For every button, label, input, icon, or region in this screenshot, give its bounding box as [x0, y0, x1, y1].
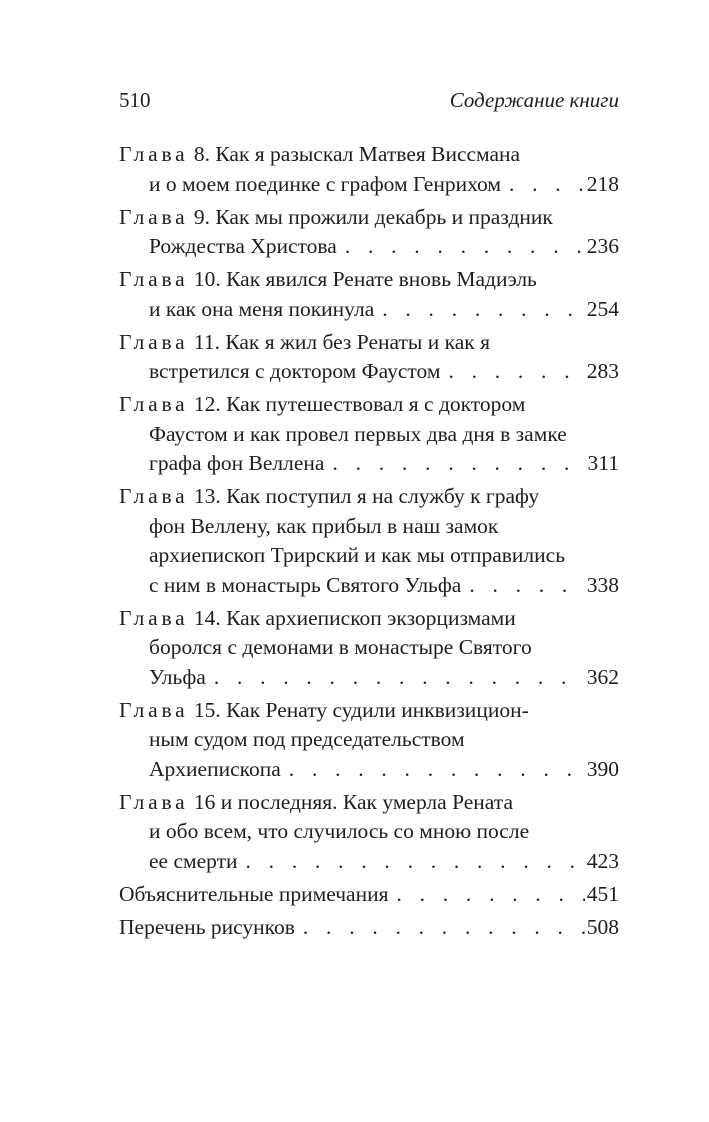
toc-entry-first-line [119, 604, 619, 634]
toc-entry-last-line [119, 571, 619, 601]
chapter-title-continuation: фон Веллену, как прибыл в наш замок [149, 513, 499, 538]
chapter-label: Глава [119, 605, 189, 630]
dot-leader [388, 880, 584, 910]
entry-title-last-line: и о моем поединке с графом Генрихом [149, 171, 501, 196]
entry-title-last-line: с ним в монастырь Святого Ульфа [149, 572, 462, 597]
toc-entry [119, 328, 619, 387]
dot-leader [281, 755, 585, 785]
chapter-title-first-line: 14. Как архиепископ экзорцизмами [193, 605, 516, 630]
chapter-title-first-line: 11. Как я жил без Ренаты и как я [193, 329, 490, 354]
chapter-label: Глава [119, 142, 189, 166]
toc-entry-last-line [119, 232, 619, 262]
toc-entry-first-line [119, 482, 619, 512]
chapter-title-first-line: 16 и последняя. Как умерла Рената [193, 789, 513, 814]
chapter-title-first-line: 10. Как явился Ренате вновь Мадиэль [193, 267, 537, 291]
chapter-title-first-line: 13. Как поступил я на службу к графу [193, 484, 540, 508]
entry-title-last-line: встретился с доктором Фаустом [149, 359, 441, 383]
toc-entry-first-line [119, 140, 619, 170]
toc-entry-first-line [119, 203, 619, 233]
entry-page-number: 236 [586, 234, 619, 258]
chapter-title-first-line: 9. Как мы прожили декабрь и праздник [193, 204, 553, 229]
dot-leader [501, 170, 585, 200]
toc-entry-last-line [119, 170, 619, 200]
entry-title-last-line: Рождества Христова [149, 234, 337, 258]
entry-page-number: 508 [586, 914, 619, 939]
entry-title-last-line: и как она меня покинула [149, 296, 375, 321]
dot-leader [295, 913, 585, 943]
chapter-label: Глава [119, 204, 189, 229]
entry-page-number: 218 [586, 171, 619, 196]
toc-entry-last-line [119, 295, 619, 325]
toc-entry-last-line [119, 663, 619, 693]
toc-entry-last-line [119, 357, 619, 387]
toc-entry-first-line [119, 265, 619, 295]
toc-entry [119, 913, 619, 943]
entry-title-last-line: графа фон Веллена [149, 451, 325, 475]
chapter-label: Глава [119, 789, 189, 814]
chapter-label: Глава [119, 697, 189, 722]
toc-entry-first-line [119, 788, 619, 818]
entry-title-last-line: Перечень рисунков [119, 914, 295, 939]
toc-entry [119, 203, 619, 262]
toc-entry-first-line [119, 390, 619, 420]
chapter-label: Глава [119, 484, 189, 508]
toc-entry [119, 788, 619, 877]
entry-title-last-line: Ульфа [149, 664, 206, 689]
entry-page-number: 338 [586, 572, 619, 597]
dot-leader [324, 449, 585, 479]
running-title: Содержание книги [449, 88, 619, 112]
entry-page-number: 311 [587, 451, 619, 475]
chapter-title-continuation: Фаустом и как провел первых два дня в замке [149, 421, 567, 446]
chapter-title-first-line: 12. Как путешествовал я с доктором [193, 392, 526, 416]
dot-leader [461, 571, 584, 601]
toc-entry [119, 390, 619, 479]
toc-entry-first-line [119, 696, 619, 726]
entry-page-number: 362 [586, 664, 619, 689]
entry-title-last-line: Архиепископа [149, 756, 281, 781]
table-of-contents [119, 140, 619, 946]
toc-entry-last-line [119, 847, 619, 877]
dot-leader [440, 357, 584, 387]
toc-entry-last-line [119, 755, 619, 785]
toc-entry [119, 696, 619, 785]
toc-entry [119, 265, 619, 324]
chapter-title-continuation: и обо всем, что случилось со мною после [149, 819, 530, 843]
entry-page-number: 451 [586, 881, 619, 906]
toc-entry [119, 140, 619, 199]
page-number: 510 [119, 88, 151, 112]
toc-entry-last-line [119, 449, 619, 479]
toc-entry [119, 880, 619, 910]
toc-entry-last-line [119, 880, 619, 910]
chapter-title-continuation: боролся с демонами в монастыре Святого [149, 635, 532, 659]
dot-leader [238, 847, 585, 877]
dot-leader [206, 663, 585, 693]
chapter-title-continuation: ным судом под председательством [149, 727, 465, 751]
dot-leader [374, 295, 585, 325]
entry-title-last-line: ее смерти [149, 848, 238, 873]
dot-leader [337, 232, 585, 262]
entry-page-number: 423 [586, 848, 619, 873]
entry-page-number: 254 [586, 296, 619, 321]
toc-entry [119, 482, 619, 600]
toc-entry [119, 604, 619, 693]
toc-entry-last-line [119, 913, 619, 943]
chapter-title-first-line: 15. Как Ренату судили инквизицион- [193, 697, 529, 722]
chapter-label: Глава [119, 267, 189, 291]
chapter-label: Глава [119, 329, 189, 354]
entry-title-last-line: Объяснительные примечания [119, 881, 389, 906]
entry-page-number: 283 [586, 359, 619, 383]
toc-entry-first-line [119, 328, 619, 358]
chapter-title-first-line: 8. Как я разыскал Матвея Виссмана [193, 142, 521, 166]
chapter-label: Глава [119, 392, 189, 416]
chapter-title-continuation: архиепископ Трирский и как мы отправились [149, 543, 566, 567]
entry-page-number: 390 [586, 756, 619, 781]
